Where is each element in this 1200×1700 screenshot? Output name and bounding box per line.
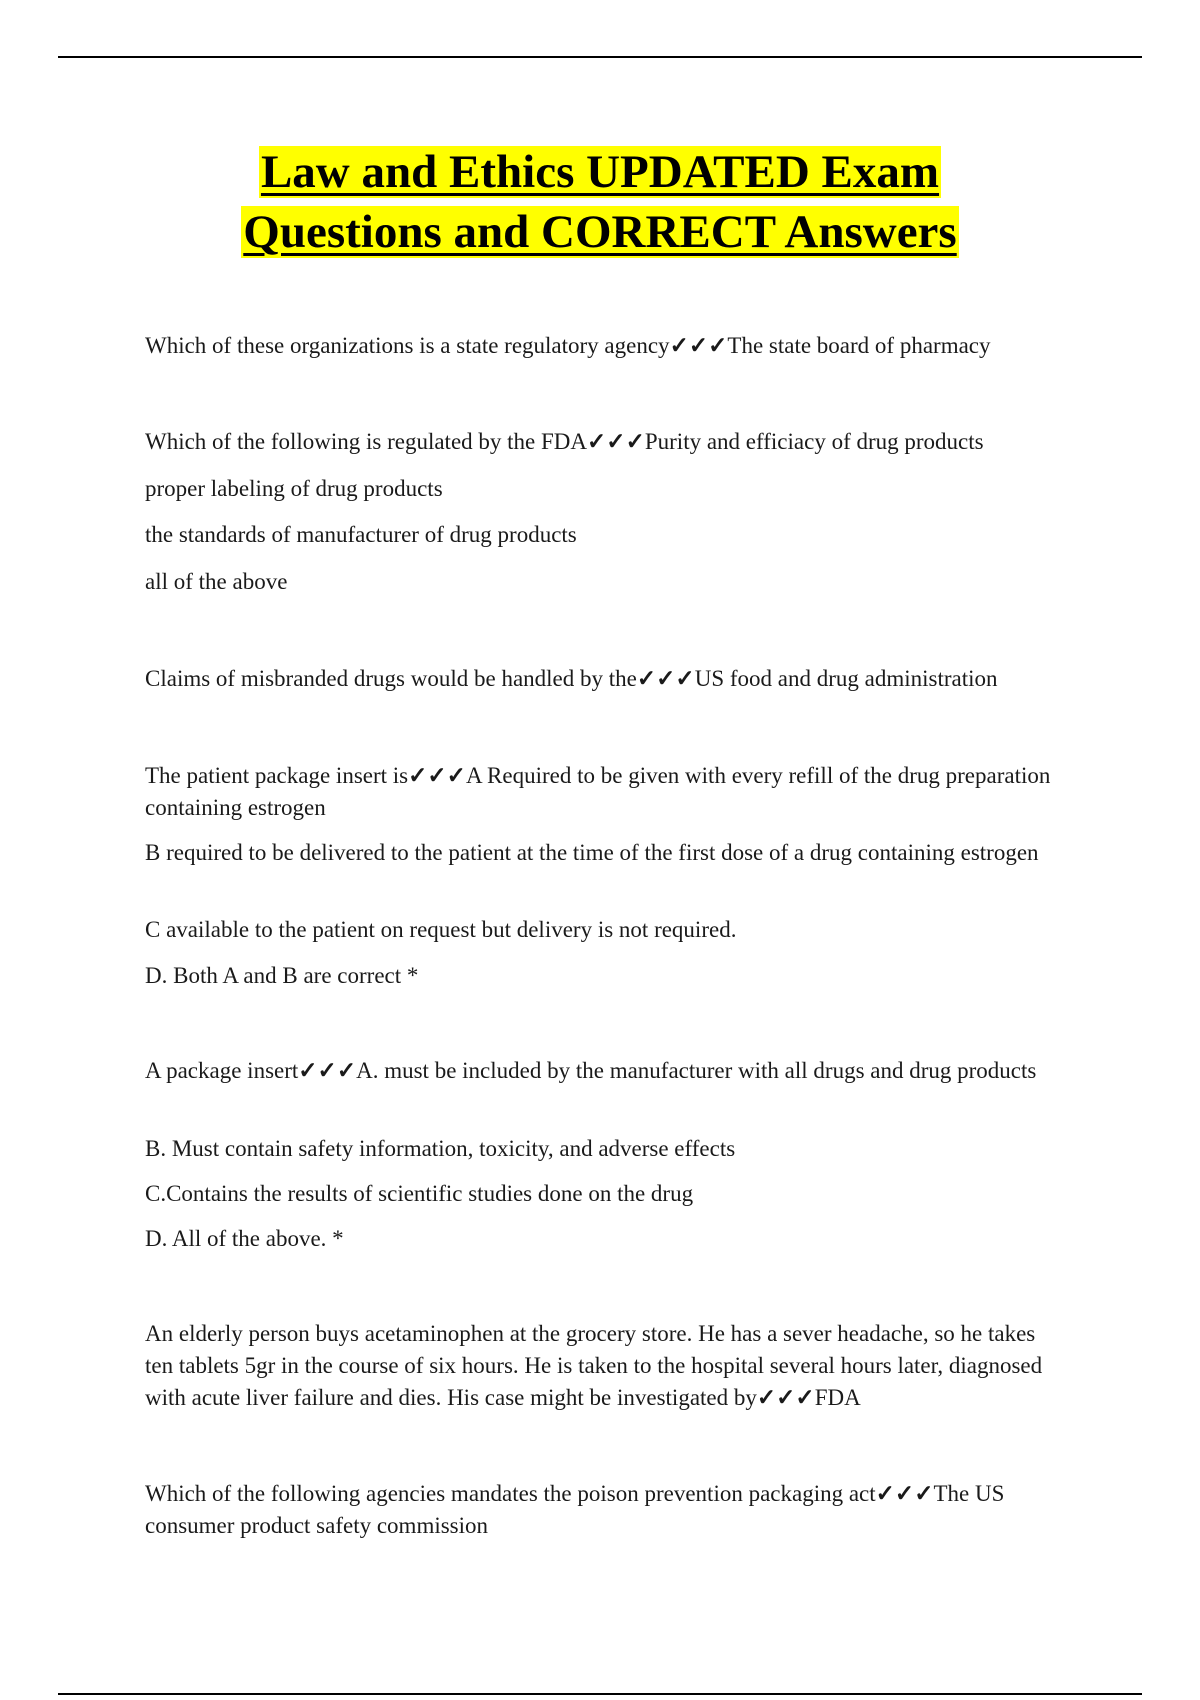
answer-option: D. Both A and B are correct * xyxy=(145,963,419,988)
answer-text: The US consumer product safety commission xyxy=(145,1481,1005,1538)
answer-text: US food and drug administration xyxy=(694,666,998,691)
title-line-2: Questions and CORRECT Answers xyxy=(243,206,957,258)
question-text: Which of these organizations is a state regulatory agency xyxy=(145,333,670,358)
question-text: Which of the following agencies mandates the poison prevention packaging act xyxy=(145,1481,876,1506)
check-marks: ✓✓✓ xyxy=(298,1058,357,1083)
question-text: Claims of misbranded drugs would be handled by the xyxy=(145,666,637,691)
check-marks: ✓✓✓ xyxy=(756,1385,815,1410)
qa-item-1 xyxy=(145,330,1065,362)
qa-item-5 xyxy=(145,1055,1065,1087)
qa-item-7 xyxy=(145,1478,1065,1542)
answer-option: D. All of the above. * xyxy=(145,1226,344,1251)
answer-option: the standards of manufacturer of drug products xyxy=(145,522,577,547)
question-text: An elderly person buys acetaminophen at the grocery store. He has a sever headache, so he takes ten tablets 5gr in the course of six hours. He is taken to the hospital several hours later, diagnosed with acute liver failure and dies. His case might be investigated by xyxy=(145,1321,1043,1410)
check-marks: ✓✓✓ xyxy=(669,333,728,358)
answer-option: B. Must contain safety information, toxicity, and adverse effects xyxy=(145,1136,736,1161)
bottom-rule xyxy=(58,1693,1142,1695)
answer-option: C.Contains the results of scientific studies done on the drug xyxy=(145,1181,694,1206)
answer-text: The state board of pharmacy xyxy=(727,333,991,358)
answer-option: proper labeling of drug products xyxy=(145,476,443,501)
check-marks: ✓✓✓ xyxy=(636,666,695,691)
answer-option: C available to the patient on request but delivery is not required. xyxy=(145,917,737,942)
answer-text: A. must be included by the manufacturer with all drugs and drug products xyxy=(356,1058,1037,1083)
title-line-1: Law and Ethics UPDATED Exam xyxy=(260,146,940,198)
document-title xyxy=(0,142,1200,262)
qa-item-4 xyxy=(145,760,1065,824)
question-text: The patient package insert is xyxy=(145,763,409,788)
top-rule xyxy=(58,56,1142,58)
question-text: Which of the following is regulated by the FDA xyxy=(145,429,588,454)
answer-option: B required to be delivered to the patient at the time of the first dose of a drug containing estrogen xyxy=(145,840,1039,865)
check-marks: ✓✓✓ xyxy=(875,1481,934,1506)
answer-option: all of the above xyxy=(145,569,288,594)
answer-text: Purity and efficiacy of drug products xyxy=(644,429,984,454)
answer-text: A Required to be given with every refill of the drug preparation containing estrogen xyxy=(145,763,1051,820)
qa-item-3 xyxy=(145,663,1065,695)
question-text: A package insert xyxy=(145,1058,299,1083)
qa-item-6 xyxy=(145,1318,1065,1414)
check-marks: ✓✓✓ xyxy=(408,763,466,788)
check-marks: ✓✓✓ xyxy=(587,429,645,454)
answer-text: FDA xyxy=(814,1385,861,1410)
qa-item-2 xyxy=(145,426,1065,458)
